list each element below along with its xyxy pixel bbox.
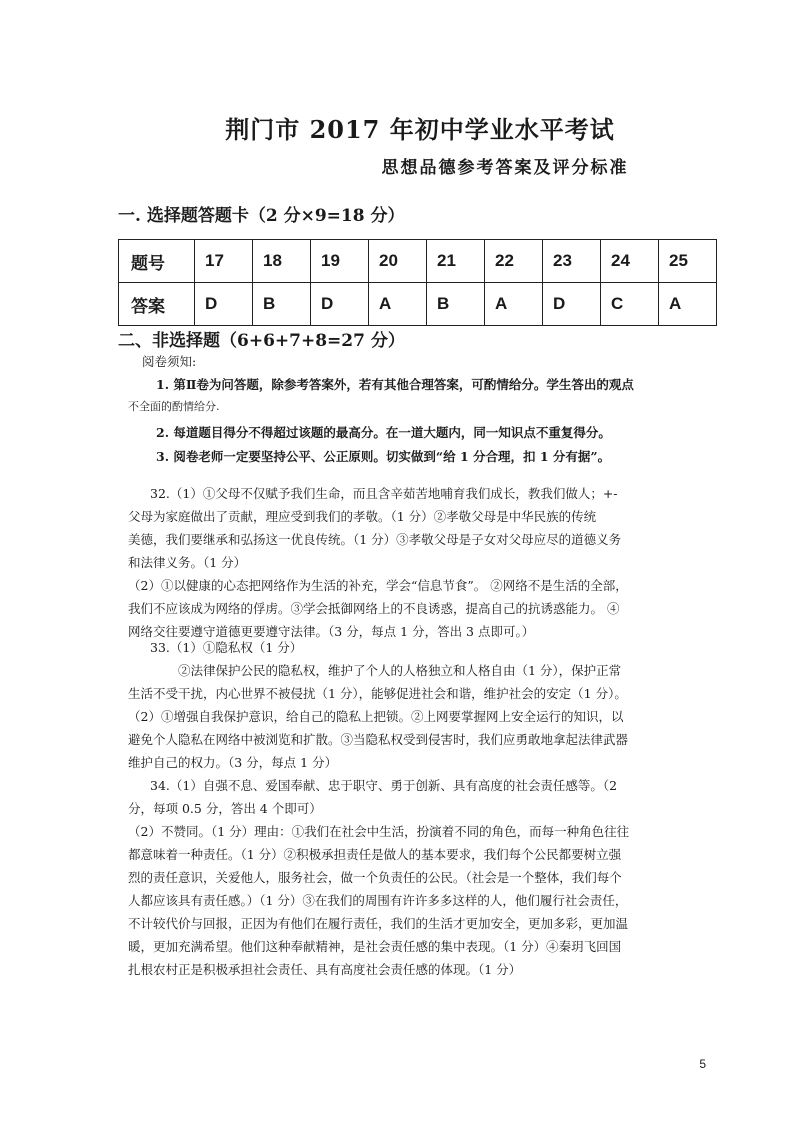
note-line: 不全面的酌情给分. <box>128 400 220 413</box>
answer-line: 父母为家庭做出了贡献，理应受到我们的孝敬。（1 分）②孝敬父母是中华民族的传统 <box>128 509 597 524</box>
question-number-cell: 17 <box>195 240 253 283</box>
question-34-answer <box>128 774 688 981</box>
answer-line: 人都应该具有责任感。）（1 分）③在我们的周围有许许多多这样的人，他们履行社会责任， <box>128 893 628 908</box>
answer-line: （2）①增强自我保护意识，给自己的隐私上把锁。②上网要掌握网上安全运行的知识，以 <box>128 709 624 724</box>
answer-line: 不计较代价与回报，正因为有他们在履行责任，我们的生活才更加安全，更加多彩，更加温 <box>128 916 629 931</box>
answer-line: ②法律保护公民的隐私权，维护了个人的人格独立和人格自由（1 分），保护正常 <box>178 663 622 678</box>
table-row-numbers <box>119 240 717 283</box>
answer-table <box>118 239 717 326</box>
question-number-cell: 23 <box>543 240 601 283</box>
row-label-question-number: 题号 <box>119 240 195 283</box>
question-33-answer <box>128 636 688 774</box>
answer-line: 生活不受干扰，内心世界不被侵扰（1 分），能够促进社会和谐，维护社会的安定（1 分）。 <box>128 686 627 701</box>
answer-cell: B <box>427 283 485 326</box>
answer-line: 网络交往要遵守道德更要遵守法律。（3 分，每点 1 分，答出 3 点即可。） <box>128 624 535 639</box>
answer-line: 34.（1）自强不息、爱国奉献、忠于职守、勇于创新、具有高度的社会责任感等。（2 <box>150 778 618 793</box>
question-number-cell: 24 <box>601 240 659 283</box>
answer-line: 烈的责任意识，关爱他人，服务社会，做一个负责任的公民。（社会是一个整体，我们每个 <box>128 870 622 885</box>
page-title: 荆门市 2017 年初中学业水平考试 <box>225 115 615 144</box>
answer-line: 都意味着一种责任。（1 分）②积极承担责任是做人的基本要求，我们每个公民都要树立强 <box>128 847 622 862</box>
table-row-answers <box>119 283 717 326</box>
question-number-cell: 18 <box>253 240 311 283</box>
section1-heading: 一. 选择题答题卡（2 分×9=18 分） <box>118 206 405 226</box>
note-line: 2. 每道题目得分不得超过该题的最高分。在一道大题内，同一知识点不重复得分。 <box>156 425 611 440</box>
answer-line: 32.（1）①父母不仅赋予我们生命，而且含辛茹苦地哺育我们成长，教我们做人；+- <box>150 486 618 501</box>
row-label-answer: 答案 <box>119 283 195 326</box>
answer-cell: B <box>253 283 311 326</box>
answer-cell: D <box>195 283 253 326</box>
answer-cell: A <box>485 283 543 326</box>
question-32-answer <box>128 482 688 643</box>
page-number: 5 <box>699 1057 706 1071</box>
answer-line: 维护自己的权力。（3 分，每点 1 分） <box>128 755 338 770</box>
question-number-cell: 22 <box>485 240 543 283</box>
answer-line: 避免个人隐私在网络中被浏览和扩散。③当隐私权受到侵害时，我们应勇敢地拿起法律武器 <box>128 732 629 747</box>
note-line: 3. 阅卷老师一定要坚持公平、公正原则。切实做到“给 1 分合理，扣 1 分有据”。 <box>156 449 611 464</box>
answer-cell: D <box>311 283 369 326</box>
notes-title: 阅卷须知: <box>142 354 197 369</box>
note-line: 1. 第Ⅱ卷为问答题，除参考答案外，若有其他合理答案，可酌情给分。学生答出的观点 <box>156 377 634 392</box>
answer-line: 我们不应该成为网络的俘虏。③学会抵御网络上的不良诱惑，提高自己的抗诱惑能力。 ④ <box>128 601 620 616</box>
answer-cell: C <box>601 283 659 326</box>
question-number-cell: 20 <box>369 240 427 283</box>
answer-cell: A <box>659 283 717 326</box>
question-number-cell: 19 <box>311 240 369 283</box>
answer-line: 美德，我们要继承和弘扬这一优良传统。（1 分）③孝敬父母是子女对父母应尽的道德义务 <box>128 532 622 547</box>
answer-line: 扎根农村正是积极承担社会责任、具有高度社会责任感的体现。（1 分） <box>128 962 522 977</box>
section2-heading: 二、非选择题（6+6+7+8=27 分） <box>118 331 405 351</box>
question-number-cell: 25 <box>659 240 717 283</box>
question-number-cell: 21 <box>427 240 485 283</box>
answer-cell: D <box>543 283 601 326</box>
answer-line: 暖，更加充满希望。他们这种奉献精神，是社会责任感的集中表现。（1 分）④秦玥飞回国 <box>128 939 622 954</box>
answer-cell: A <box>369 283 427 326</box>
answer-line: 和法律义务。（1 分） <box>128 555 247 570</box>
page-subtitle: 思想品德参考答案及评分标准 <box>381 158 629 178</box>
grading-notes <box>128 373 688 469</box>
answer-line: 33.（1）①隐私权（1 分） <box>150 640 303 655</box>
answer-line: 分，每项 0.5 分，答出 4 个即可） <box>128 801 322 816</box>
answer-line: （2）不赞同。（1 分）理由：①我们在社会中生活，扮演着不同的角色，而每一种角色往往 <box>128 824 630 839</box>
answer-line: （2）①以健康的心态把网络作为生活的补充，学会“信息节食”。 ②网络不是生活的全部， <box>128 578 628 593</box>
